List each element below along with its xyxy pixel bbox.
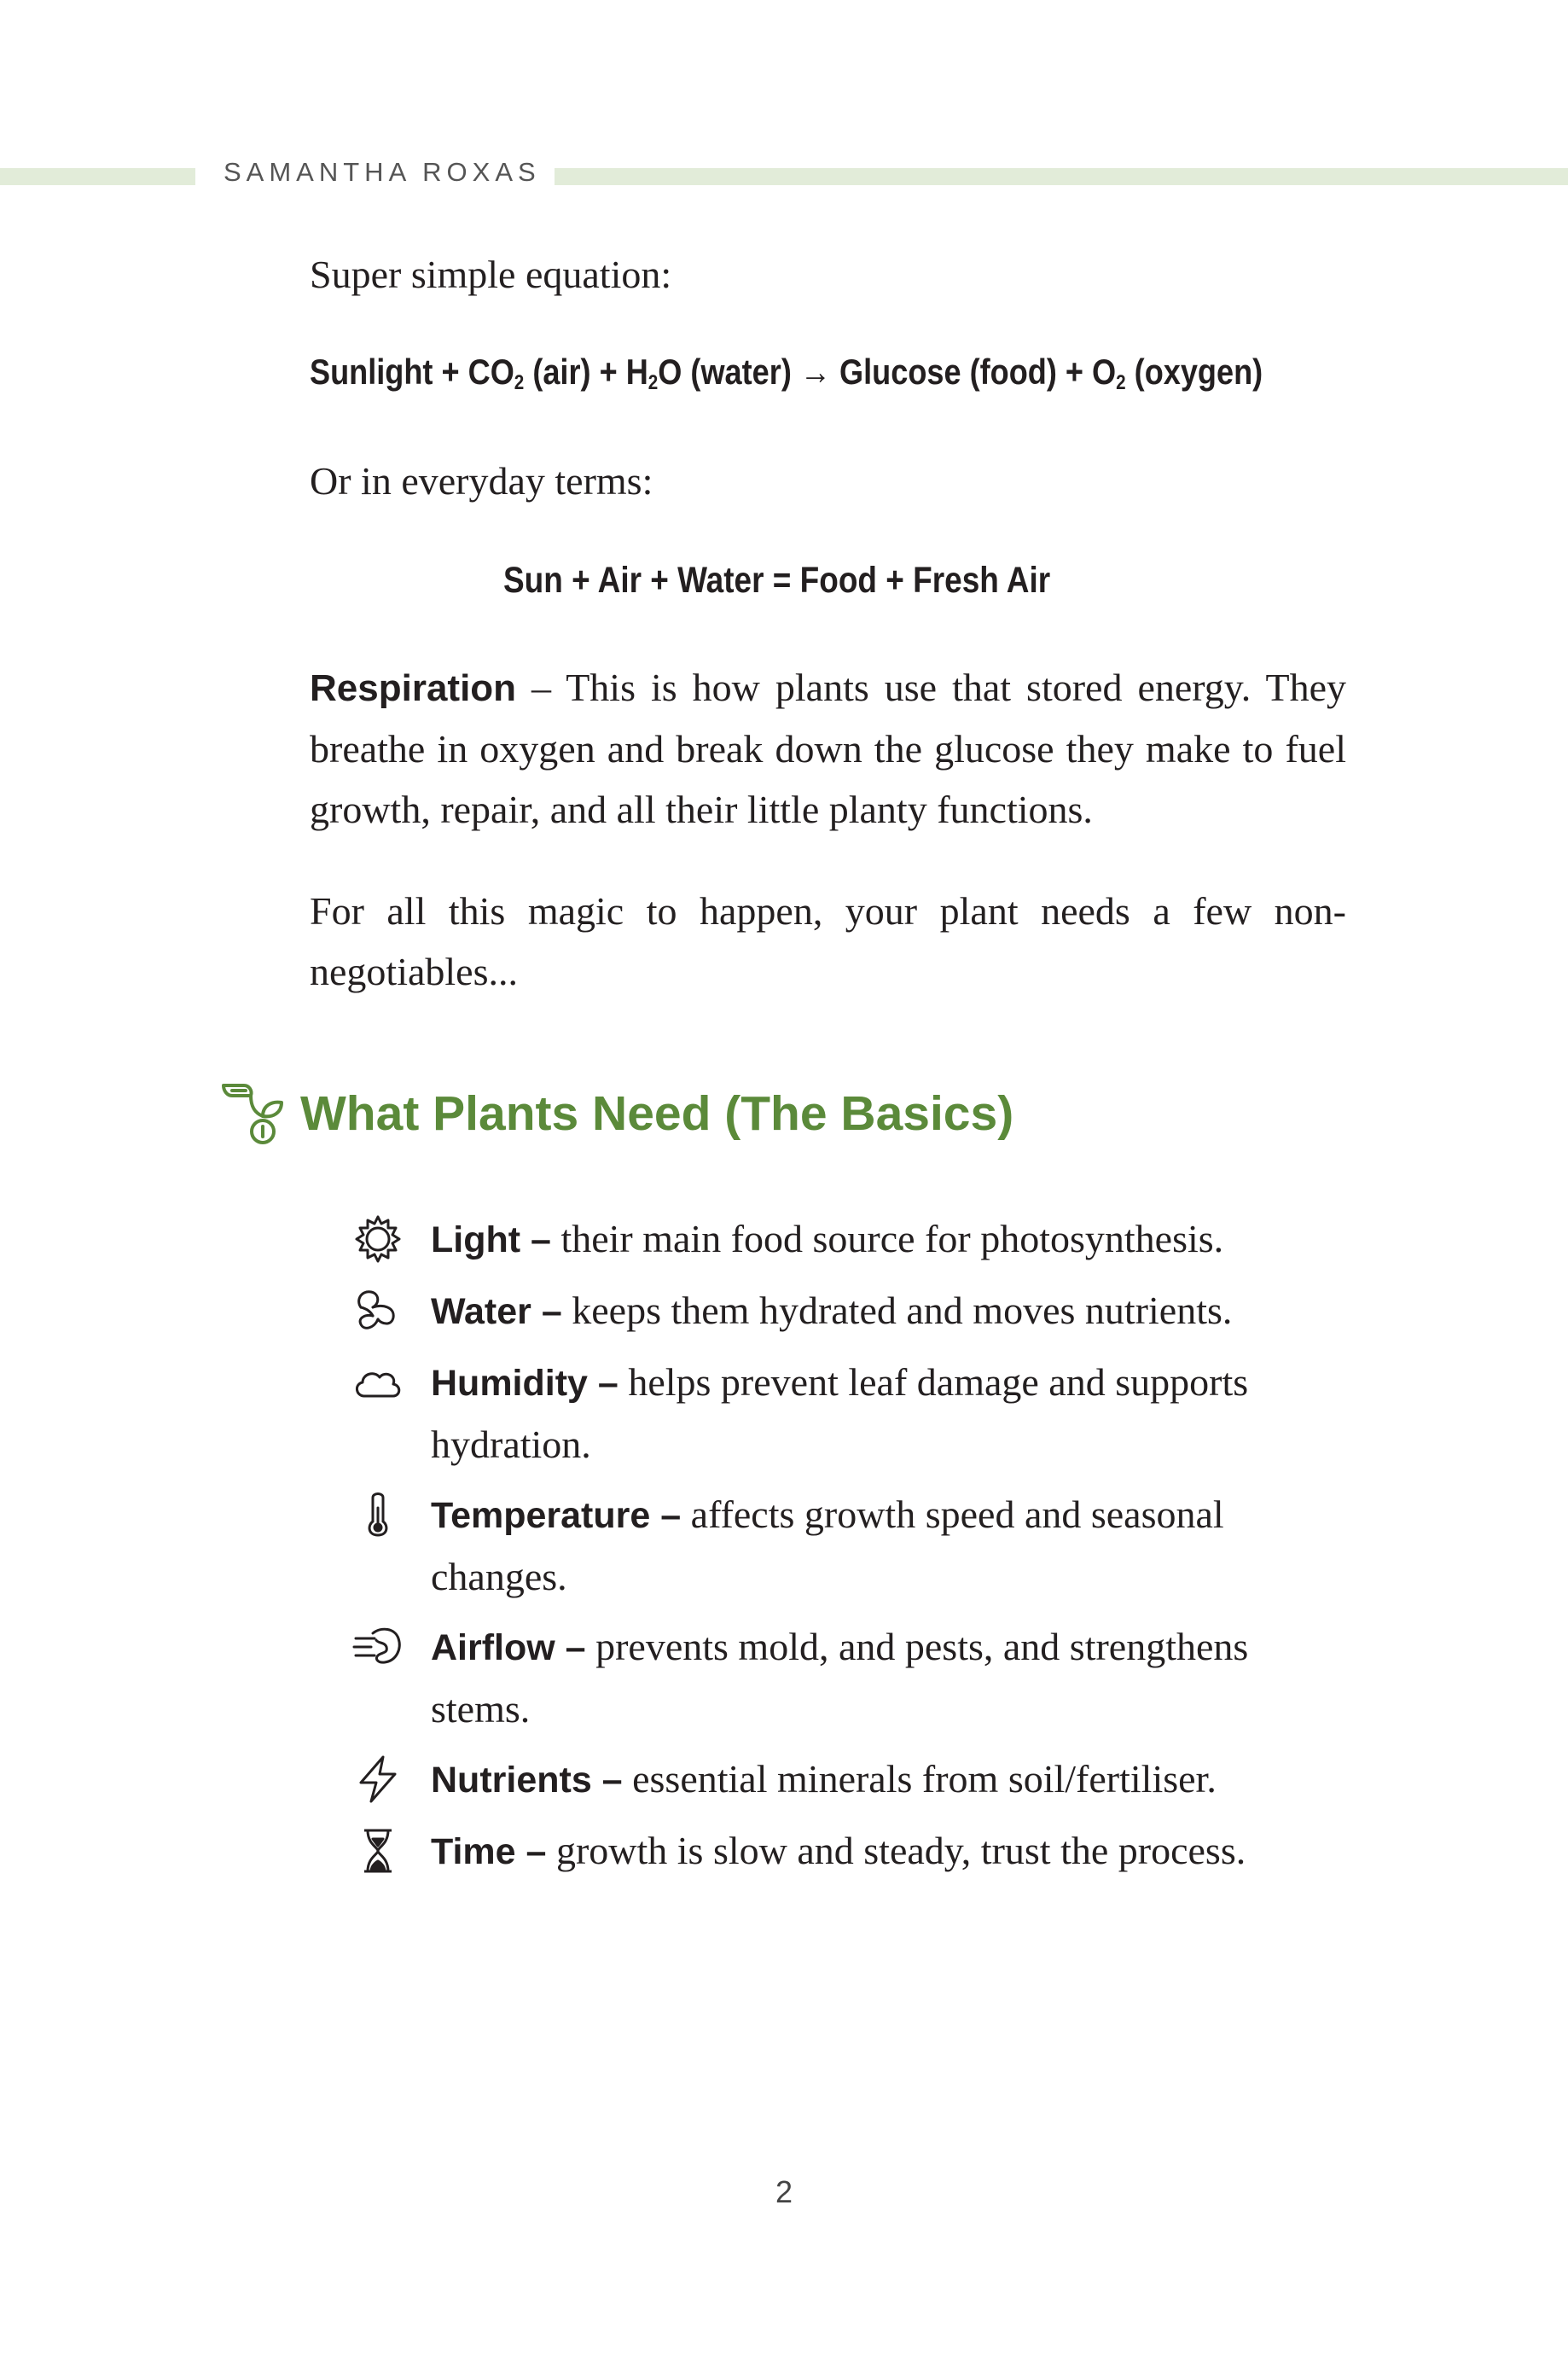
need-term: Humidity – [431,1363,618,1404]
magic-paragraph: For all this magic to happen, your plant needs a few non-negotiables... [310,889,1346,993]
respiration-text: – This is how plants use that stored energy. They breathe in oxygen and break down the glucose they make to fuel growth, repair, and all their little planty functions. [310,666,1346,831]
equation-part-5: (oxygen) [1125,352,1263,392]
need-light-text [431,1208,1356,1271]
equation-part-4: Glucose (food) + O [831,352,1117,392]
equation-intro: Super simple equation: [310,253,672,296]
wind-icon [352,1621,404,1673]
need-description: affects growth speed and seasonal changes. [431,1492,1224,1598]
equation-part-2: (air) + H [524,352,648,392]
need-description: keeps them hydrated and moves nutrients. [561,1289,1233,1332]
everyday-intro: Or in everyday terms: [310,459,653,503]
everyday-equation: Sun + Air + Water = Food + Fresh Air [503,560,1051,601]
need-description: growth is slow and steady, trust the process. [546,1829,1246,1872]
need-term: Water – [431,1291,562,1332]
need-description: their main food source for photosynthesis. [550,1217,1224,1260]
header-author: SAMANTHA ROXAS [224,157,541,187]
header-rule-left [0,168,195,185]
header-rule-right [555,168,1568,185]
respiration-paragraph [310,657,1346,840]
need-term: Temperature – [431,1495,682,1536]
equation-arrow: → [799,352,832,392]
sprout-icon [220,1082,285,1147]
need-airflow-text [431,1616,1356,1739]
equation-part-3: O (water) [658,352,800,392]
lightning-icon [352,1754,404,1805]
need-temperature-text [431,1484,1356,1607]
need-description: essential minerals from soil/fertiliser. [622,1757,1217,1801]
respiration-term: Respiration [310,667,517,709]
need-time-text [431,1820,1356,1882]
photosynthesis-equation [310,352,1263,395]
page-number: 2 [775,2174,793,2209]
equation-subscript-2: 2 [648,371,659,394]
need-term: Nutrients – [431,1760,623,1801]
need-water-text [431,1280,1356,1342]
water-icon [352,1285,404,1336]
equation-part-1: Sunlight + CO [310,352,514,392]
cloud-icon [352,1359,404,1410]
equation-subscript-3: 2 [1116,371,1126,394]
need-nutrients-text [431,1748,1356,1811]
need-term: Time – [431,1831,547,1872]
need-description: prevents mold, and pests, and strengthens stems. [431,1625,1249,1731]
need-term: Airflow – [431,1627,586,1668]
need-humidity-text [431,1352,1356,1475]
hourglass-icon [352,1825,404,1876]
thermometer-icon [352,1489,404,1540]
sun-icon [352,1213,404,1265]
need-term: Light – [431,1219,551,1260]
section-title: What Plants Need (The Basics) [300,1086,1014,1141]
equation-subscript-1: 2 [514,371,525,394]
need-description: helps prevent leaf damage and supports hydration. [431,1360,1249,1466]
